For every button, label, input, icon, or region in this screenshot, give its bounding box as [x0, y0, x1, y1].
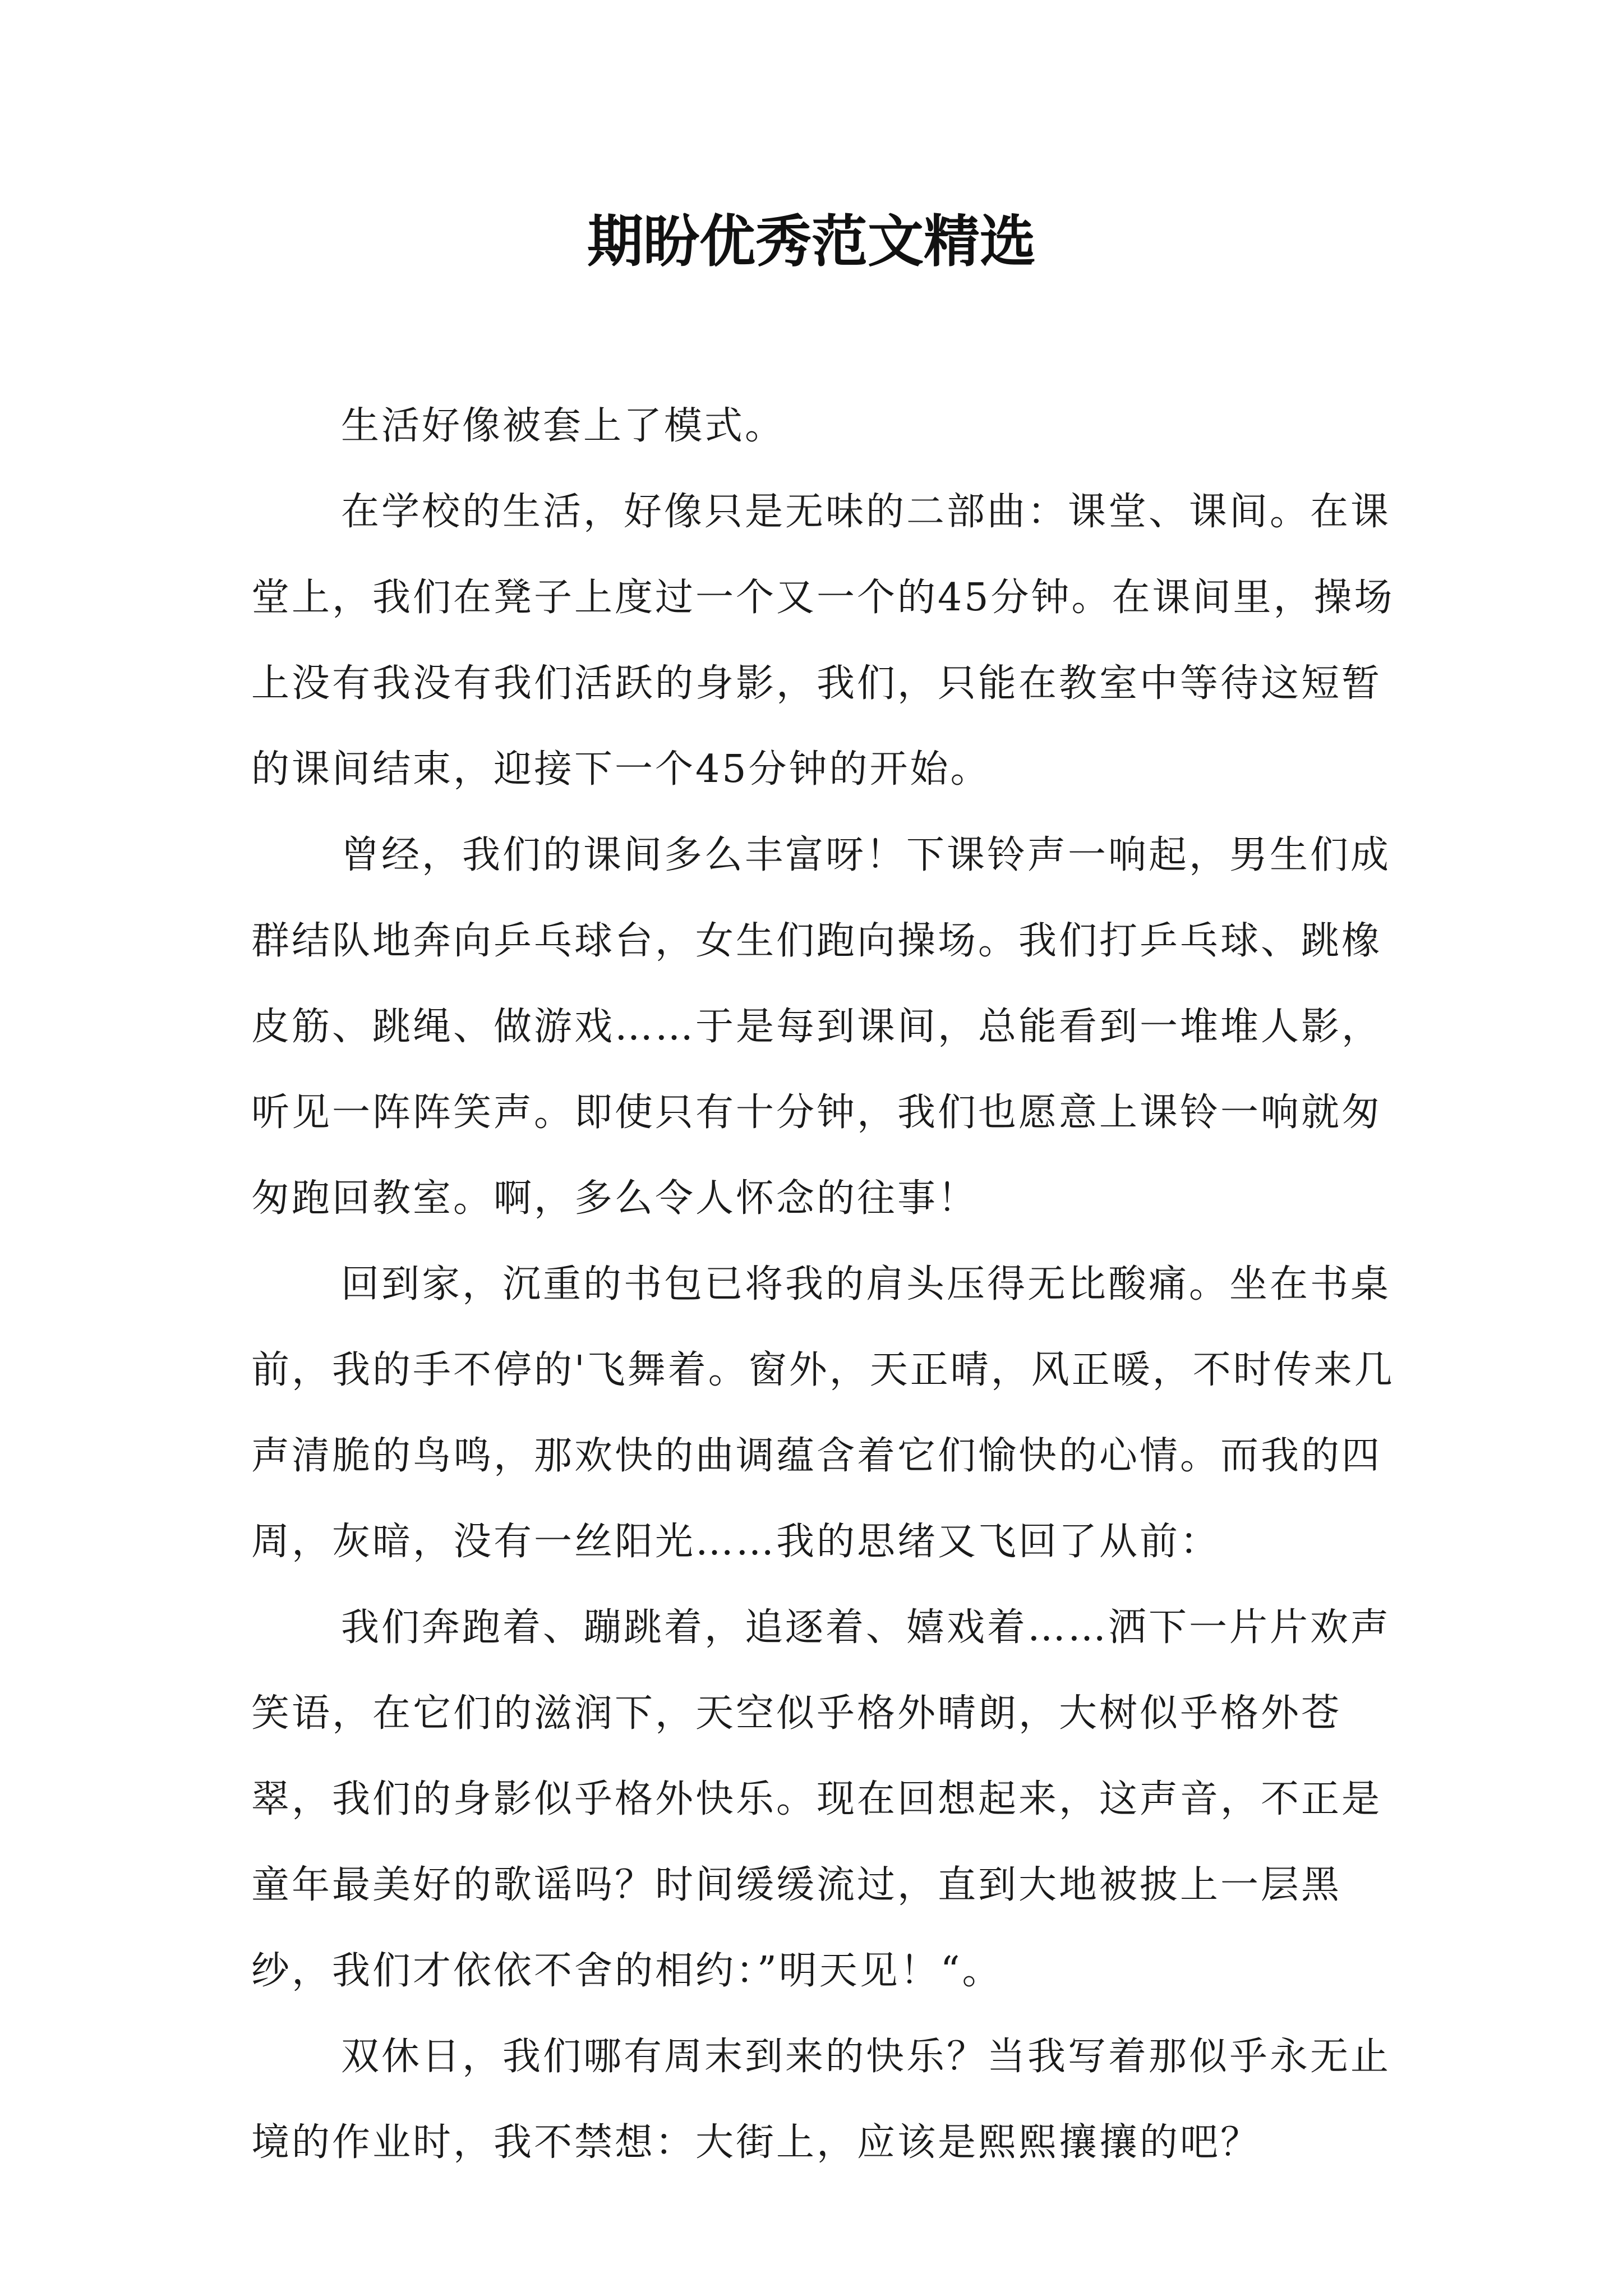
paragraph: 曾经，我们的课间多么丰富呀！下课铃声一响起，男生们成群结队地奔向乒乓球台，女生们跑向操场。我们打乒乓球、跳橡皮筋、跳绳、做游戏……于是每到课间，总能看到一堆堆人影，听见一阵阵笑声。即使只有十分钟，我们也愿意上课铃一响就匆匆跑回教室。啊，多么令人怀念的往事！ — [251, 833, 1391, 1221]
document-title: 期盼优秀范文精选 — [587, 208, 1036, 274]
paragraph: 生活好像被套上了模式。 — [341, 404, 786, 448]
document-body — [251, 383, 1395, 2185]
paragraph: 我们奔跑着、蹦跳着，追逐着、嬉戏着……洒下一片片欢声笑语，在它们的滋润下，天空似乎格外晴朗，大树似乎格外苍翠，我们的身影似乎格外快乐。现在回想起来，这声音，不正是童年最美好的歌谣吗？时间缓缓流过，直到大地被披上一层黑纱，我们才依依不舍的相约：”明天见！“。 — [251, 1605, 1391, 1993]
paragraph: 在学校的生活，好像只是无味的二部曲：课堂、课间。在课堂上，我们在凳子上度过一个又一个的45分钟。在课间里，操场上没有我没有我们活跃的身影，我们，只能在教室中等待这短暂的课间结束，迎接下一个45分钟的开始。 — [251, 490, 1395, 792]
paragraph: 双休日，我们哪有周末到来的快乐？当我写着那似乎永无止境的作业时，我不禁想：大街上，应该是熙熙攘攘的吧？ — [251, 2035, 1391, 2165]
paragraph: 回到家，沉重的书包已将我的肩头压得无比酸痛。坐在书桌前，我的手不停的'飞舞着。窗外，天正晴，风正暖，不时传来几声清脆的鸟鸣，那欢快的曲调蕴含着它们愉快的心情。而我的四周，灰暗，没有一丝阳光……我的思绪又飞回了从前： — [251, 1262, 1395, 1564]
